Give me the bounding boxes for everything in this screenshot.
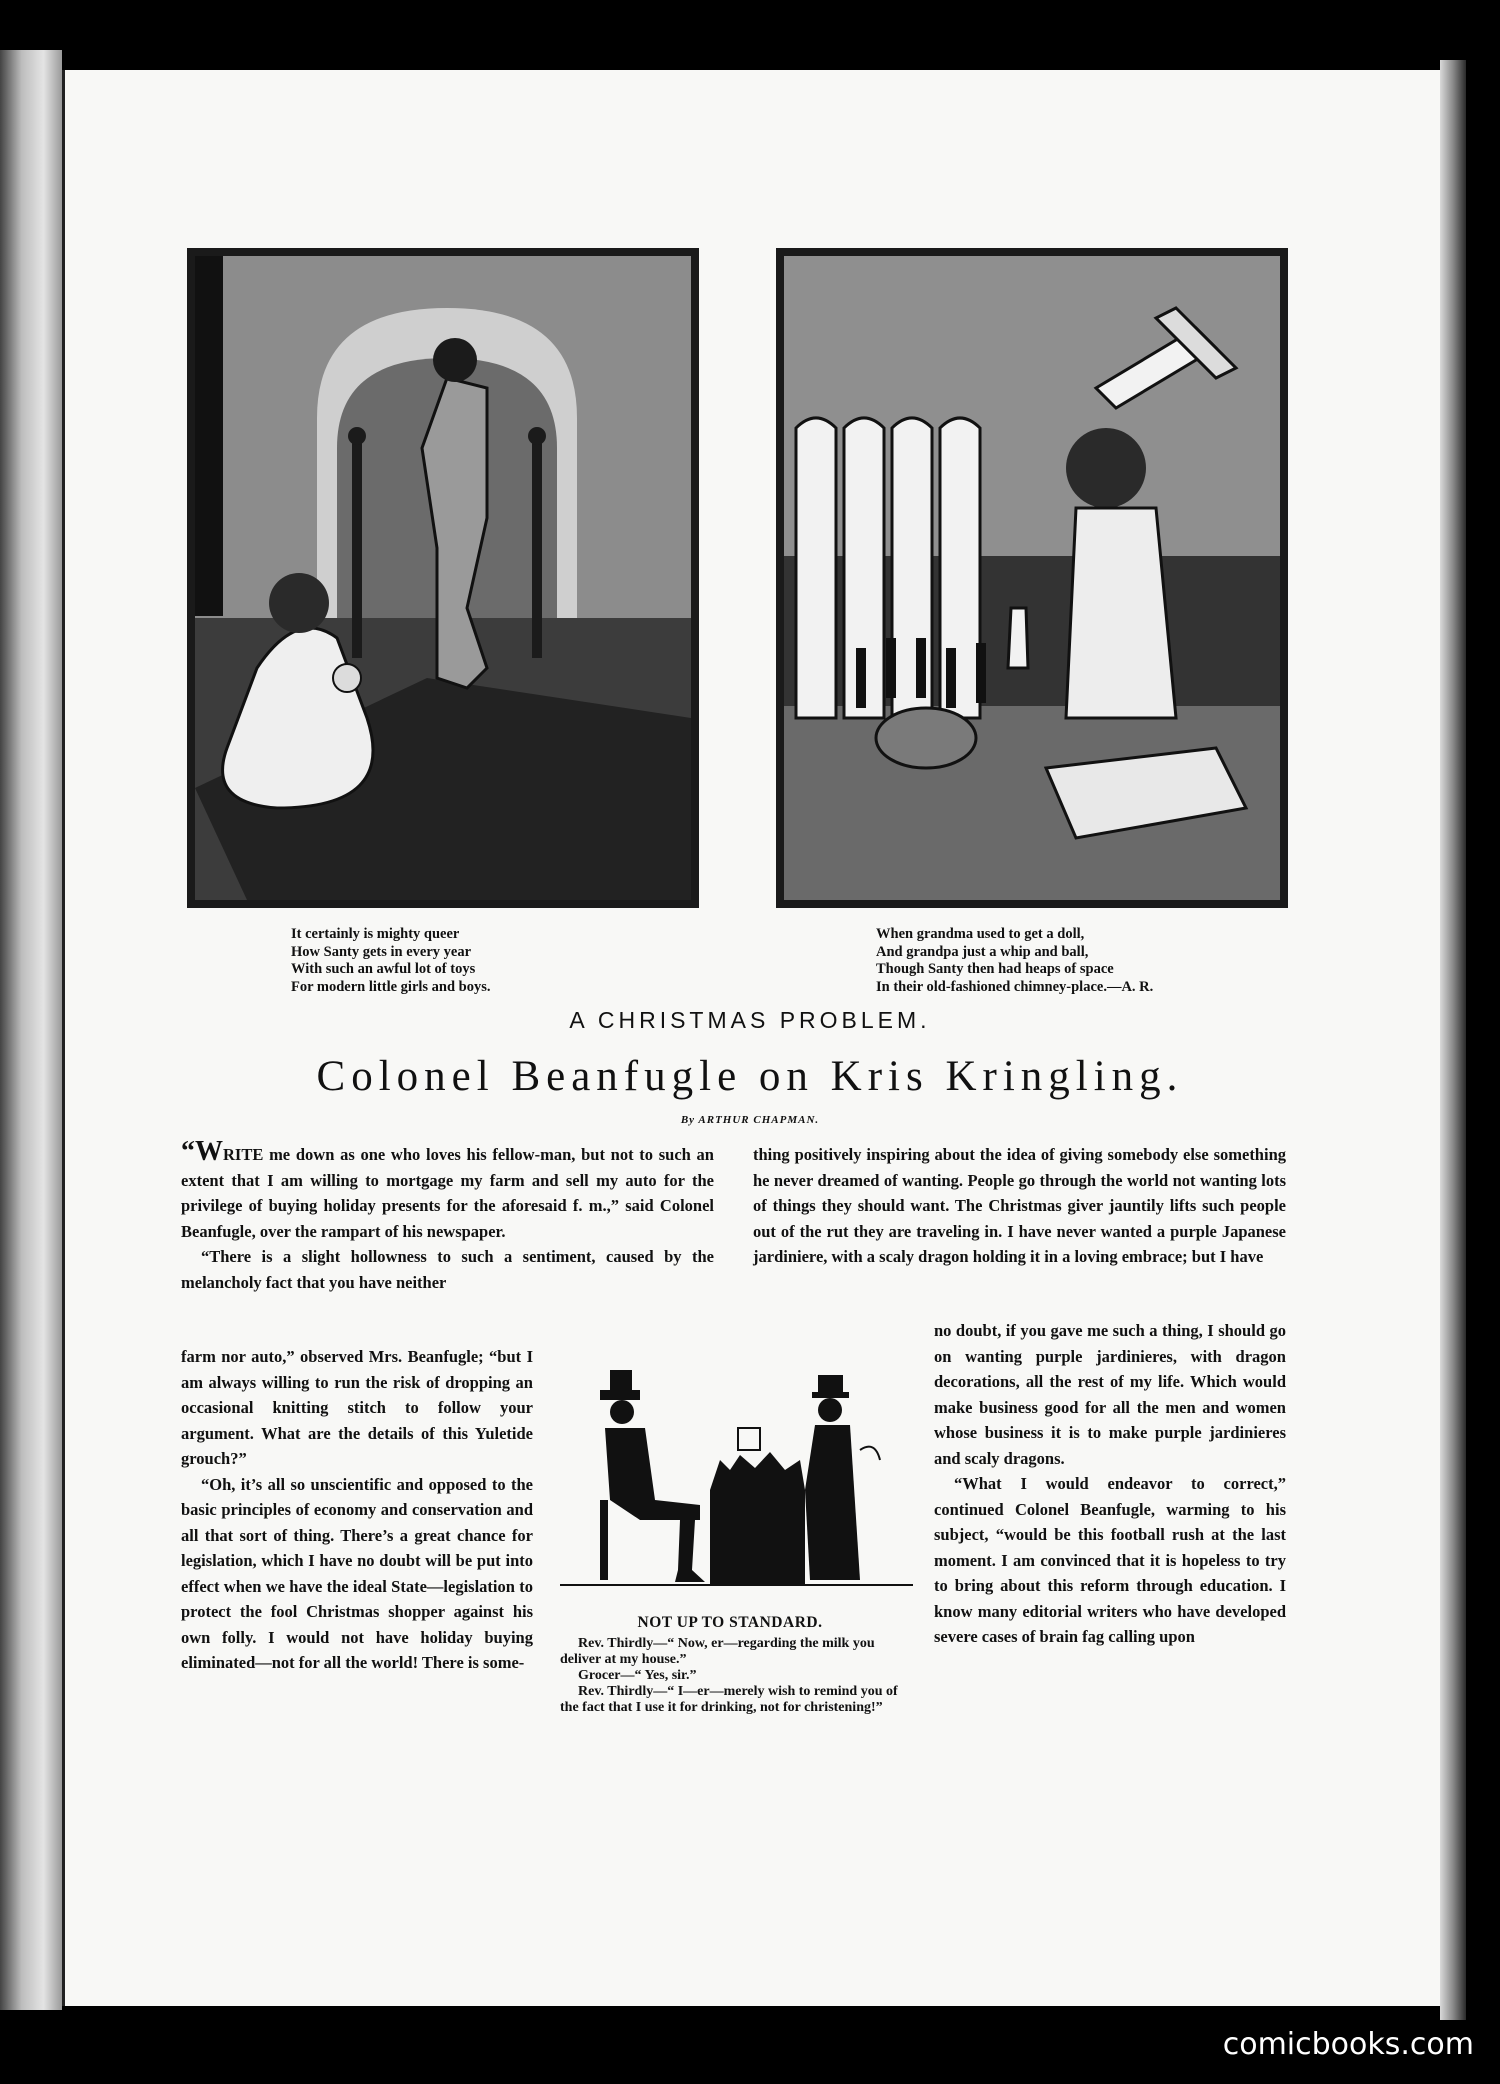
silhouette-cartoon: [560, 1370, 913, 1592]
article-column-2-top: [753, 1142, 1286, 1270]
caption-line: Rev. Thirdly—“ Now, er—regarding the milk you deliver at my house.”: [560, 1636, 875, 1667]
verse-line: Though Santy then had heaps of space: [876, 961, 1114, 977]
verse-line: In their old-fashioned chimney-place.—A. R.: [876, 978, 1154, 995]
verse-line: With such an awful lot of toys: [291, 961, 476, 977]
paragraph: [181, 1136, 714, 1244]
paragraph: thing positively inspiring about the idea of giving somebody else something he never dreamed of wanting. People go through the world not wanting lots of things they should want. The Christmas giver jauntily lifts such people out of the rut they are traveling in. I have never wanted a purple Japanese jardiniere, with a scaly dragon holding it in a loving embrace; but I have: [753, 1145, 1286, 1266]
verse-line: It certainly is mighty queer: [291, 926, 460, 942]
paragraph: no doubt, if you gave me such a thing, I should go on wanting purple jardinieres, with dragon decorations, all the rest of my life. Which would make business good for all the men and women whose business it is to make purple jardinieres and scaly dragons.: [934, 1321, 1286, 1468]
caption-line: Rev. Thirdly—“ I—er—merely wish to remind you of the fact that I use it for drinking, not for christening!”: [560, 1684, 898, 1715]
verse-line: When grandma used to get a doll,: [876, 926, 1085, 942]
watermark: comicbooks.com: [1222, 2027, 1474, 2062]
paragraph: “There is a slight hollowness to such a sentiment, caused by the melancholy fact that you have neither: [181, 1247, 714, 1292]
verse-right: [876, 926, 1153, 996]
cartoon-caption: [560, 1615, 900, 1716]
section-kicker: A CHRISTMAS PROBLEM.: [569, 1007, 931, 1033]
paragraph-text: RITE me down as one who loves his fellow-man, but not to such an extent that I am willing to mortgage my farm and sell my auto for the privilege of buying holiday presents for the aforesaid f. m.,” said Colonel Beanfugle, over the rampart of his newspaper.: [181, 1145, 714, 1241]
verse-line: For modern little girls and boys.: [291, 978, 491, 995]
article-headline: Colonel Beanfugle on Kris Kringling.: [316, 1053, 1184, 1100]
right-page-edge: [1440, 60, 1466, 2020]
cartoon-title: NOT UP TO STANDARD.: [637, 1614, 823, 1631]
paragraph: farm nor auto,” observed Mrs. Beanfugle; “but I am always willing to run the risk of dropping an occasional knitting stitch to follow your argument. What are the details of this Yuletide grouch?”: [181, 1347, 533, 1468]
caption-line: Grocer—“ Yes, sir.”: [578, 1668, 697, 1683]
scan-border: [0, 0, 1500, 78]
drop-cap: “W: [181, 1136, 223, 1167]
illustration-fireplace: [187, 248, 699, 908]
verse-left: [291, 926, 491, 996]
article-column-1-top: [181, 1136, 714, 1295]
paragraph: “What I would endeavor to correct,” continued Colonel Beanfugle, warming to his subject, “would be this football rush at the last moment. I am convinced that it is hopeless to try to bring about this reform through education. I know many editorial writers who have developed severe cases of brain fag calling upon: [934, 1474, 1286, 1646]
illustration-toys: [776, 248, 1288, 908]
article-byline: By ARTHUR CHAPMAN.: [680, 1114, 820, 1126]
verse-line: How Santy gets in every year: [291, 943, 472, 960]
article-column-1-narrow: [181, 1344, 533, 1676]
verse-line: And grandpa just a whip and ball,: [876, 943, 1089, 960]
article-column-2-narrow: [934, 1318, 1286, 1650]
paragraph: “Oh, it’s all so unscientific and opposed to the basic principles of economy and conservation and all that sort of thing. There’s a great chance for legislation, which I have no doubt will be put into effect when we have the ideal State—legislation to protect the fool Christmas shopper against his own folly. I would not have holiday buying eliminated—not for all the world! There is some-: [181, 1474, 533, 1672]
